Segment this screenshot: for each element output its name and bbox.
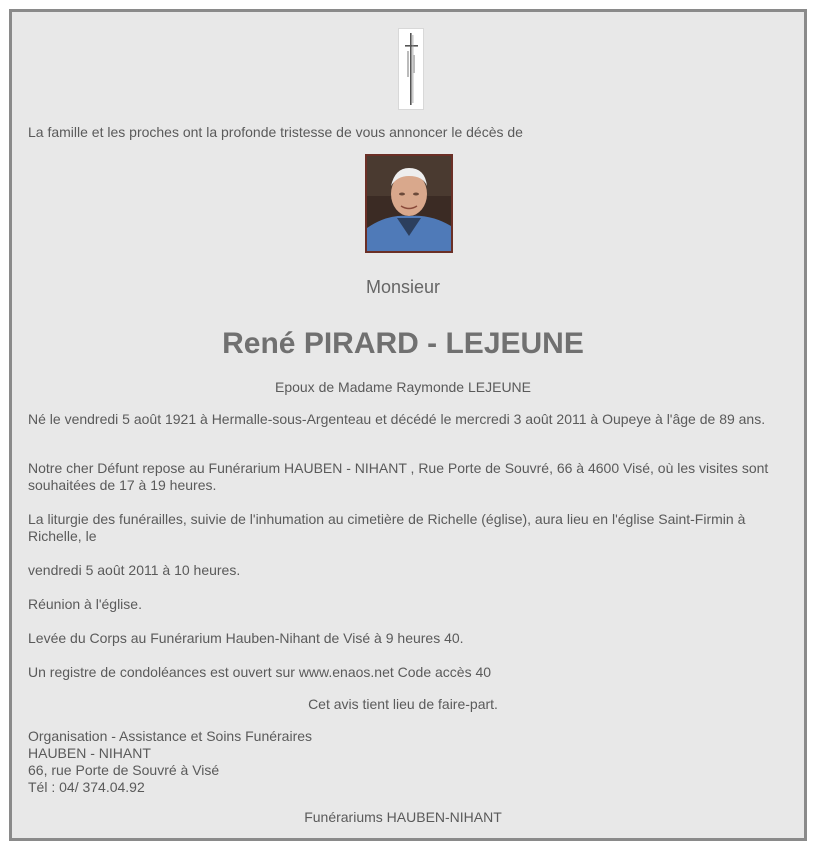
ceremony-date: vendredi 5 août 2011 à 10 heures.	[28, 562, 241, 578]
obituary-frame	[9, 9, 807, 841]
organisation-block	[28, 728, 778, 796]
liturgy-text: La liturgie des funérailles, suivie de l'inhumation au cimetière de Richelle (église), aura lieu en l'église Saint-Firmin à Richelle, le	[28, 511, 746, 544]
portrait-photo	[365, 154, 453, 253]
cross-icon	[398, 28, 424, 110]
meeting-text: Réunion à l'église.	[28, 596, 142, 612]
organisation-line-1: Organisation - Assistance et Soins Funéraires	[28, 728, 313, 744]
visits-text: Notre cher Défunt repose au Funérarium HAUBEN - NIHANT , Rue Porte de Souvré, 66 à 4600 Visé, où les visites sont souhaitées de 17 à 19 heures.	[28, 460, 769, 493]
organisation-line-4: Tél : 04/ 374.04.92	[28, 779, 145, 795]
birth-death-text: Né le vendredi 5 août 1921 à Hermalle-sous-Argenteau et décédé le mercredi 3 août 2011 à Oupeye à l'âge de 89 ans.	[28, 411, 766, 427]
honorific: Monsieur	[365, 277, 441, 297]
organisation-line-3: 66, rue Porte de Souvré à Visé	[28, 762, 220, 778]
footer-text: Funérariums HAUBEN-NIHANT	[304, 809, 502, 825]
intro-text: La famille et les proches ont la profonde tristesse de vous annoncer le décès de	[28, 124, 523, 140]
spouse-line: Epoux de Madame Raymonde LEJEUNE	[274, 379, 532, 395]
registry-text: Un registre de condoléances est ouvert sur www.enaos.net Code accès 40	[28, 664, 492, 680]
organisation-line-2: HAUBEN - NIHANT	[28, 745, 151, 761]
deceased-name: René PIRARD - LEJEUNE	[222, 327, 584, 360]
levee-text: Levée du Corps au Funérarium Hauben-Nihant de Visé à 9 heures 40.	[28, 630, 464, 646]
notice-text: Cet avis tient lieu de faire-part.	[308, 696, 498, 712]
